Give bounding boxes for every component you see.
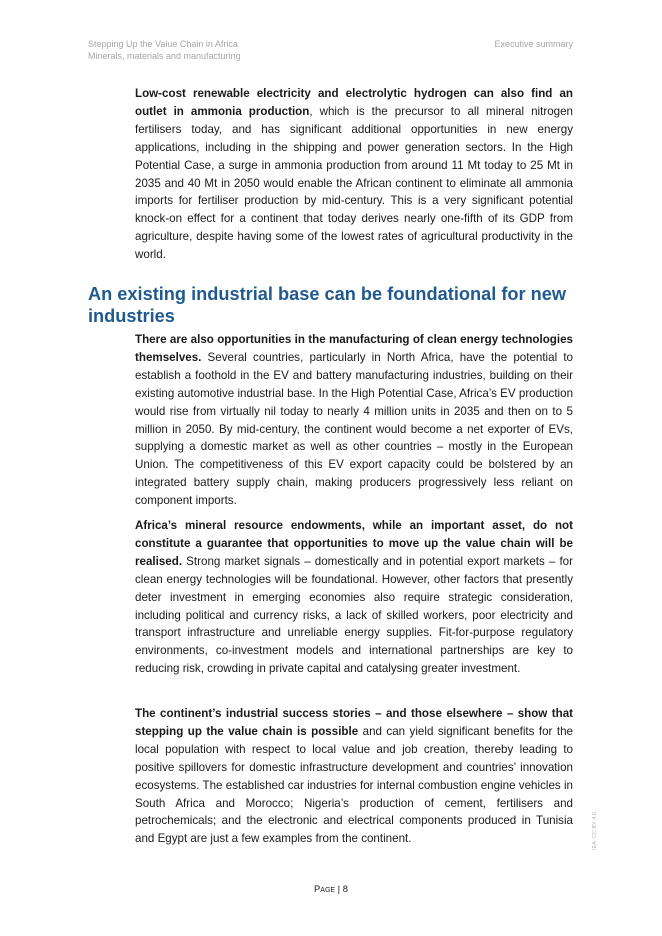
- report-title-line2: Minerals, materials and manufacturing: [88, 51, 241, 61]
- running-header-title: [88, 38, 241, 62]
- page-number: 8: [342, 883, 348, 894]
- paragraph-ev-manufacturing: [135, 331, 573, 510]
- paragraph-lead: Africa’s mineral resource endowments, while an important asset, do not constitute a guarantee that opportunities to move up the value chain will be realised.: [135, 519, 573, 568]
- paragraph-text: , which is the precursor to all mineral nitrogen fertilisers today, and has significant additional opportunities in new energy applications, including in the shipping and power generation sectors. In the High Potential Case, a surge in ammonia production from around 11 Mt today to 25 Mt in 2035 and 40 Mt in 2050 would enable the African continent to eliminate all ammonia imports for fertiliser production by mid-century. This is a very significant potential knock-on effect for a continent that today derives nearly one-fifth of its GDP from agriculture, despite having some of the lowest rates of agricultural productivity in the world.: [135, 104, 573, 262]
- paragraph-success-stories: [135, 705, 573, 848]
- page-label: Page: [314, 883, 336, 894]
- paragraph-lead: There are also opportunities in the manufacturing of clean energy technologies themselves.: [135, 333, 573, 364]
- license-note: IEA. CC BY 4.0.: [592, 810, 598, 850]
- page-separator: |: [335, 883, 343, 894]
- running-header-section: Executive summary: [494, 39, 573, 49]
- paragraph-text: Several countries, particularly in North Africa, have the potential to establish a foothold in the EV and battery manufacturing industries, building on their existing automotive industrial base. In the High Potential Case, Africa’s EV production would rise from virtually nil today to nearly 4 million units in 2035 and then on to 5 million in 2050. By mid-century, the continent would become a net exporter of EVs, supplying a domestic market as well as other countries – mostly in the European Union. The competitiveness of this EV export capacity could be bolstered by an integrated battery supply chain, making producers progressively less reliant on component imports.: [135, 350, 574, 508]
- paragraph-mineral-endowments: [135, 517, 573, 678]
- section-heading: An existing industrial base can be foundational for new industries: [88, 284, 566, 326]
- paragraph-ammonia: [135, 85, 573, 264]
- paragraph-text: and can yield significant benefits for the local population with respect to local value and job creation, thereby leading to positive spillovers for domestic infrastructure development and countries’ innovation ecosystems. The established car industries for internal combustion engine vehicles in South Africa and Morocco; Nigeria’s production of cement, fertilisers and petrochemicals; and the electronic and electrical components produced in Tunisia and Egypt are just a few examples from the continent.: [135, 724, 573, 846]
- report-title-line1: Stepping Up the Value Chain in Africa: [88, 39, 238, 49]
- paragraph-lead: Low-cost renewable electricity and electrolytic hydrogen can also find an outlet in ammonia production: [135, 87, 573, 118]
- page-footer: [0, 883, 662, 894]
- paragraph-lead: The continent’s industrial success stories – and those elsewhere – show that stepping up the value chain is possible: [135, 707, 573, 738]
- paragraph-text: Strong market signals – domestically and in potential export markets – for clean energy technologies will be foundational. However, other factors that presently deter investment in emerging economies also require strategic consideration, including political and currency risks, a lack of skilled workers, poor electricity and transport infrastructure and unreliable energy supplies. Fit-for-purpose regulatory environments, co-investment models and international partnerships are key to reducing risk, crowding in private capital and catalysing greater investment.: [135, 554, 573, 676]
